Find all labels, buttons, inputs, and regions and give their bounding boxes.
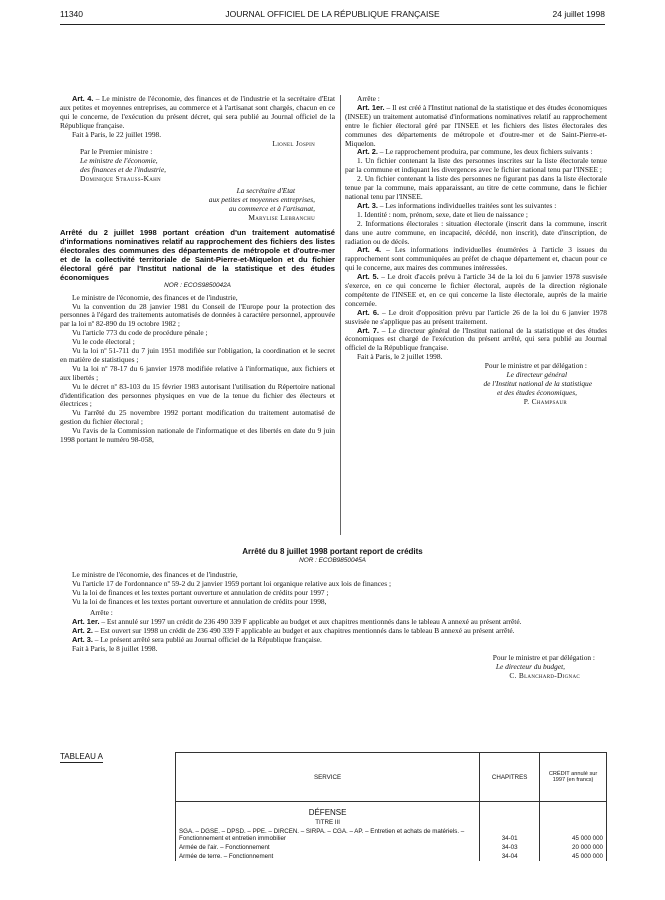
article-label: Art. 6. (357, 307, 380, 317)
column-divider (340, 95, 341, 535)
minister-title-2: des finances et de l'industrie, (80, 165, 166, 175)
secretary-title-2: aux petites et moyennes entreprises, (208, 194, 315, 204)
section-name: DÉFENSE (176, 802, 480, 819)
chapitre-cell: 34-04 (480, 852, 540, 861)
table-label: TABLEAU A (60, 752, 103, 761)
credit-table (175, 752, 607, 861)
article-text: – Le droit d'opposition prévu par l'article 26 de la loi du 6 janvier 1978 susvisée ne s'applique pas au présent traitement. (345, 307, 607, 326)
paragraph: Vu la loi nº 78-17 du 6 janvier 1978 modifiée relative à l'informatique, aux fichiers et aux libertés ; (60, 363, 335, 382)
list-item: 2. Un fichier contenant la liste des personnes ne figurant pas dans la liste électorale tenue par la commune, mais apparaissant, au titre de cette commune, dans le fichier national tenu par l'INSEE. (345, 174, 607, 201)
header-service: SERVICE (176, 753, 480, 802)
director-title-3: et des études économiques, (496, 387, 577, 397)
nor-reference: NOR : ECOS9850042A (164, 281, 231, 289)
page-header (60, 9, 605, 23)
article-label: Art. 1er. (72, 617, 100, 627)
credit-cell: 45 000 000 (540, 852, 607, 861)
header-credit: CRÉDIT annulé sur 1997 (en francs) (540, 753, 607, 802)
director-name: P. Champsaur (523, 396, 567, 406)
article-label: Art. 2. (357, 147, 378, 157)
paragraph: Vu la loi de finances et les textes portant ouverture et annulation de crédits pour 1997 ; (72, 587, 329, 597)
article-text: – Le présent arrêté sera publié au Journal officiel de la République française. (92, 635, 322, 645)
left-column (60, 95, 335, 445)
article-text: – Est ouvert sur 1998 un crédit de 236 490 339 F applicable au budget et aux chapitres mentionnés dans le tableau B annexé au présent arrêté. (92, 626, 515, 636)
list-item: 2. Informations électorales : situation électorale (inscrit dans la commune, inscrit dans une autre commune, en incapacité, décédé, non inscrit), date d'inscription, de radiation ou de décès. (345, 218, 607, 246)
article-text: – Est annulé sur 1997 un crédit de 236 490 339 F applicable au budget et aux chapitres mentionnés dans le tableau A annexé au présent arrêté. (99, 617, 522, 627)
paragraph: Vu l'avis de la Commission nationale de l'informatique et des libertés en date du 9 juin 1998 portant le numéro 98-058, (60, 426, 335, 445)
director-title: Le directeur du budget, (495, 661, 565, 671)
article-text: – Le directeur général de l'Institut national de la statistique et des études économiques est chargé de l'exécution du présent arrêté, qui sera publié au Journal officiel de la République française. (345, 325, 607, 353)
article-label: Art. 3. (72, 635, 93, 645)
table-row (176, 843, 607, 852)
service-cell: Armée de l'air. – Fonctionnement (176, 843, 480, 852)
issue-date: 24 juillet 1998 (552, 9, 605, 19)
list-item: 1. Identité : nom, prénom, sexe, date et lieu de naissance ; (357, 209, 528, 219)
arrete-title: Arrêté du 8 juillet 1998 portant report de crédits (242, 547, 423, 556)
paragraph: Vu l'article 17 de l'ordonnance nº 59-2 du 2 janvier 1959 portant loi organique relative aux lois de finances ; (72, 578, 391, 588)
minister-name: Dominique Strauss-Kahn (80, 174, 161, 184)
paragraph: Vu l'arrêté du 25 novembre 1992 portant modification du traitement automatisé de gestion du fichier électoral ; (60, 408, 335, 427)
article-text: – Il est créé à l'Institut national de la statistique et des études économiques (INSEE) un traitement automatisé d'informations nominatives relatif au rapprochement entre le fichier électoral géré par l'INSEE et les fichiers des listes électorales des communes des départements de métropole et d'outre-mer et de Saint-Pierre-et-Miquelon. (345, 102, 607, 148)
paragraph: Vu l'article 773 du code de procédure pénale ; (72, 328, 208, 338)
director-name: C. Blanchard-Dignac (509, 670, 580, 680)
secretary-title-3: au commerce et à l'artisanat, (228, 203, 315, 213)
right-column (345, 95, 607, 407)
article-label: Art. 1er. (357, 102, 385, 112)
service-cell: SGA. – DGSE. – DPSD. – PPE. – DIRCEN. – SIRPA. – CGA. – AP. – Entretien et achats de matériels. – Fonctionnement et entretien immobilier (176, 827, 480, 843)
titre-label: TITRE III (176, 818, 480, 827)
paragraph: Le ministre de l'économie, des finances et de l'industrie, (72, 292, 238, 302)
fait-line: Fait à Paris, le 2 juillet 1998. (357, 352, 443, 362)
credit-cell: 45 000 000 (540, 827, 607, 843)
arrete-title: Arrêté du 2 juillet 1998 portant création d'un traitement automatisé d'informations nominatives relatif au rapprochement des fichiers des listes électorales des communes des départements de métropole et d'outre-mer et de la collectivité territoriale de Saint-Pierre-et-Miquelon et du fichier électoral géré par l'Institut national de la statistique et des études économiques (60, 227, 335, 282)
list-item: 1. Un fichier contenant la liste des personnes inscrites sur la liste électorale tenue par la commune et indiquant les divergences avec le fichier national tenu par l'INSEE ; (345, 156, 607, 175)
par-premier-ministre: Par le Premier ministre : (80, 147, 153, 157)
second-arrete (60, 548, 605, 681)
article-text: – Les informations individuelles traitées sont les suivantes : (377, 200, 557, 210)
fait-line: Fait à Paris, le 22 juillet 1998. (72, 129, 162, 139)
credit-cell: 20 000 000 (540, 843, 607, 852)
article-text: – Les informations individuelles énumérées à l'article 3 issues du rapprochement sont communiquées au préfet de chaque département et, chacun pour ce qui le concerne, aux maires des communes intéressées. (345, 245, 607, 273)
secretary-name: Marylise Lebranchu (248, 212, 315, 222)
table-row (176, 852, 607, 861)
director-title: Le directeur général (506, 370, 567, 380)
minister-title: Le ministre de l'économie, (80, 156, 158, 166)
chapitre-cell: 34-01 (480, 827, 540, 843)
table-header-row (176, 753, 607, 802)
header-rule (60, 24, 605, 25)
service-cell: Armée de terre. – Fonctionnement (176, 852, 480, 861)
table-row (176, 827, 607, 843)
journal-title: JOURNAL OFFICIEL DE LA RÉPUBLIQUE FRANÇAISE (225, 9, 440, 19)
page-number: 11340 (60, 9, 84, 19)
paragraph: Vu la loi de finances et les textes portant ouverture et annulation de crédits pour 1998, (72, 596, 327, 606)
paragraph: Vu la convention du 28 janvier 1981 du Conseil de l'Europe pour la protection des personnes à l'égard des traitements automatisés de données à caractère personnel, approuvée par la loi nº 82-890 du 19 octobre 1982 ; (60, 301, 335, 329)
article-label: Art. 5. (357, 272, 379, 282)
nor-reference: NOR : ECOB9850045A (299, 556, 366, 564)
article-label: Art. 4. (357, 245, 382, 255)
table-row (176, 818, 607, 827)
paragraph: Vu la loi nº 51-711 du 7 juin 1951 modifiée sur l'obligation, la coordination et le secret en matière de statistiques ; (60, 346, 335, 364)
article-text: – Le droit d'accès prévu à l'article 34 de la loi du 6 janvier 1978 susvisée s'exerce, en ce qui concerne le fichier électoral, auprès de la direction régionale compétente de l'INSEE et, en ce qui concerne la liste électorale, auprès de la mairie concernée. (345, 272, 607, 308)
article-label: Art. 2. (72, 626, 93, 636)
article-label: Art. 4. (72, 94, 94, 103)
delegation-line: Pour le ministre et par délégation : (484, 361, 587, 371)
fait-line: Fait à Paris, le 8 juillet 1998. (72, 644, 158, 654)
secretary-title: La secrétaire d'Etat (236, 186, 295, 196)
director-title-2: de l'Institut national de la statistique (483, 379, 592, 388)
header-chapitres: CHAPITRES (480, 753, 540, 802)
chapitre-cell: 34-03 (480, 843, 540, 852)
article-label: Art. 7. (357, 325, 379, 335)
article-text: – Le rapprochement produira, par commune, les deux fichiers suivants : (377, 147, 593, 157)
article-text: – Le ministre de l'économie, des finances et de l'industrie et la secrétaire d'Etat aux petites et moyennes entreprises, au commerce et à l'artisanat sont chargés, chacun en ce qui le concerne, de l'exécution du présent décret, qui sera publié au Journal officiel de la République française. (60, 94, 335, 130)
signer-name: Lionel Jospin (272, 138, 315, 148)
paragraph: Vu le code électoral ; (72, 337, 135, 347)
delegation-line: Pour le ministre et par délégation : (492, 652, 595, 662)
paragraph: Vu le décret nº 83-103 du 15 février 1983 autorisant l'utilisation du Répertoire national d'identification des personnes physiques en vue de la tenue du fichier des électeurs et électrices ; (60, 381, 335, 409)
arrete-heading: Arrête : (90, 608, 113, 618)
table-row (176, 802, 607, 819)
arrete-heading: Arrête : (357, 94, 380, 103)
article-label: Art. 3. (357, 200, 378, 210)
paragraph: Le ministre de l'économie, des finances et de l'industrie, (72, 569, 238, 579)
